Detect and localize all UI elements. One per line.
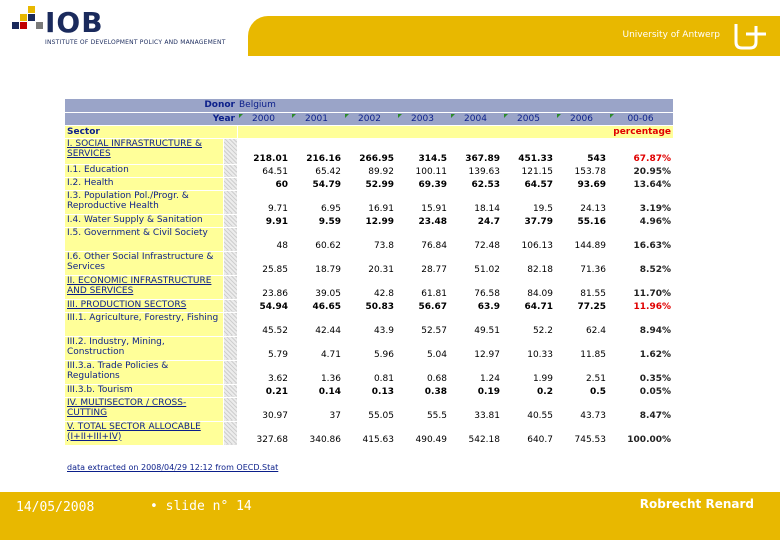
row-label: II. ECONOMIC INFRASTRUCTURE AND SERVICES <box>65 275 223 299</box>
value-cell: 64.57 <box>502 177 555 190</box>
value-cell: 60 <box>237 177 290 190</box>
value-cell: 490.49 <box>396 421 449 445</box>
table-row <box>65 312 673 336</box>
year-header: 2004 <box>449 112 502 125</box>
table-row <box>65 384 673 397</box>
row-label: I.3. Population Pol./Progr. & Reproductive Health <box>65 190 223 214</box>
value-cell: 0.14 <box>290 384 343 397</box>
value-cell: 63.9 <box>449 299 502 312</box>
value-cell: 76.84 <box>396 227 449 251</box>
percentage-cell: 67.87% <box>608 138 673 164</box>
year-header: 2003 <box>396 112 449 125</box>
value-cell: 93.69 <box>555 177 608 190</box>
value-cell: 52.57 <box>396 312 449 336</box>
value-cell: 23.86 <box>237 275 290 299</box>
value-cell: 100.11 <box>396 164 449 177</box>
value-cell: 52.2 <box>502 312 555 336</box>
value-cell: 54.94 <box>237 299 290 312</box>
logo-subtitle: INSTITUTE OF DEVELOPMENT POLICY AND MANAGEMENT <box>45 39 226 46</box>
donor-label: Donor <box>65 99 237 112</box>
row-label: III.1. Agriculture, Forestry, Fishing <box>65 312 223 336</box>
value-cell: 415.63 <box>343 421 396 445</box>
hatch-cell <box>223 336 237 360</box>
value-cell: 24.13 <box>555 190 608 214</box>
value-cell: 82.18 <box>502 251 555 275</box>
hatch-cell <box>223 275 237 299</box>
slide-date: 14/05/2008 <box>16 500 95 515</box>
value-cell: 11.85 <box>555 336 608 360</box>
value-cell: 64.71 <box>502 299 555 312</box>
year-row <box>65 112 673 125</box>
table-row <box>65 251 673 275</box>
value-cell: 84.09 <box>502 275 555 299</box>
value-cell: 543 <box>555 138 608 164</box>
value-cell: 9.71 <box>237 190 290 214</box>
value-cell: 51.02 <box>449 251 502 275</box>
row-label: I.5. Government & Civil Society <box>65 227 223 251</box>
value-cell: 62.4 <box>555 312 608 336</box>
iob-logo <box>12 6 252 48</box>
percentage-cell: 8.94% <box>608 312 673 336</box>
row-label: I.1. Education <box>65 164 223 177</box>
row-label: III. PRODUCTION SECTORS <box>65 299 223 312</box>
slide-footer <box>0 484 780 540</box>
value-cell: 327.68 <box>237 421 290 445</box>
hatch-cell <box>223 138 237 164</box>
hatch-cell <box>223 421 237 445</box>
row-label: III.3.b. Tourism <box>65 384 223 397</box>
row-label: III.3.a. Trade Policies & Regulations <box>65 360 223 384</box>
value-cell: 65.42 <box>290 164 343 177</box>
value-cell: 72.48 <box>449 227 502 251</box>
hatch-cell <box>223 299 237 312</box>
value-cell: 37 <box>290 397 343 421</box>
value-cell: 77.25 <box>555 299 608 312</box>
sector-label: Sector <box>65 125 237 138</box>
value-cell: 28.77 <box>396 251 449 275</box>
value-cell: 1.36 <box>290 360 343 384</box>
hatch-cell <box>223 251 237 275</box>
percentage-cell: 4.96% <box>608 214 673 227</box>
value-cell: 23.48 <box>396 214 449 227</box>
value-cell: 12.99 <box>343 214 396 227</box>
percentage-cell: 0.35% <box>608 360 673 384</box>
value-cell: 89.92 <box>343 164 396 177</box>
value-cell: 0.2 <box>502 384 555 397</box>
value-cell: 1.99 <box>502 360 555 384</box>
year-header: 2002 <box>343 112 396 125</box>
value-cell: 0.68 <box>396 360 449 384</box>
value-cell: 64.51 <box>237 164 290 177</box>
value-cell: 12.97 <box>449 336 502 360</box>
value-cell: 0.19 <box>449 384 502 397</box>
row-label: I.4. Water Supply & Sanitation <box>65 214 223 227</box>
percentage-cell: 0.05% <box>608 384 673 397</box>
hatch-cell <box>223 360 237 384</box>
table-row <box>65 227 673 251</box>
value-cell: 314.5 <box>396 138 449 164</box>
table-row <box>65 190 673 214</box>
value-cell: 52.99 <box>343 177 396 190</box>
value-cell: 5.79 <box>237 336 290 360</box>
year-header: 2006 <box>555 112 608 125</box>
value-cell: 216.16 <box>290 138 343 164</box>
row-label: III.2. Industry, Mining, Construction <box>65 336 223 360</box>
value-cell: 37.79 <box>502 214 555 227</box>
value-cell: 20.31 <box>343 251 396 275</box>
donor-row <box>65 99 673 112</box>
row-label: V. TOTAL SECTOR ALLOCABLE (I+II+III+IV) <box>65 421 223 445</box>
value-cell: 0.38 <box>396 384 449 397</box>
value-cell: 40.55 <box>502 397 555 421</box>
value-cell: 71.36 <box>555 251 608 275</box>
percentage-cell: 3.19% <box>608 190 673 214</box>
value-cell: 3.62 <box>237 360 290 384</box>
year-header: 2005 <box>502 112 555 125</box>
value-cell: 19.5 <box>502 190 555 214</box>
table-row <box>65 164 673 177</box>
percentage-cell: 13.64% <box>608 177 673 190</box>
value-cell: 121.15 <box>502 164 555 177</box>
table-row <box>65 275 673 299</box>
value-cell: 48 <box>237 227 290 251</box>
value-cell: 55.16 <box>555 214 608 227</box>
value-cell: 45.52 <box>237 312 290 336</box>
hatch-cell <box>223 397 237 421</box>
year-label: Year <box>65 112 237 125</box>
value-cell: 5.04 <box>396 336 449 360</box>
value-cell: 9.91 <box>237 214 290 227</box>
year-header: 00-06 <box>608 112 673 125</box>
value-cell: 1.24 <box>449 360 502 384</box>
table-row <box>65 421 673 445</box>
value-cell: 50.83 <box>343 299 396 312</box>
value-cell: 42.8 <box>343 275 396 299</box>
value-cell: 18.14 <box>449 190 502 214</box>
value-cell: 56.67 <box>396 299 449 312</box>
value-cell: 76.58 <box>449 275 502 299</box>
value-cell: 0.5 <box>555 384 608 397</box>
table-row <box>65 214 673 227</box>
value-cell: 81.55 <box>555 275 608 299</box>
table-row <box>65 360 673 384</box>
value-cell: 139.63 <box>449 164 502 177</box>
value-cell: 55.5 <box>396 397 449 421</box>
value-cell: 18.79 <box>290 251 343 275</box>
percentage-cell: 8.47% <box>608 397 673 421</box>
percentage-cell: 11.70% <box>608 275 673 299</box>
row-label: I. SOCIAL INFRASTRUCTURE & SERVICES <box>65 138 223 164</box>
table-row <box>65 177 673 190</box>
value-cell: 153.78 <box>555 164 608 177</box>
value-cell: 15.91 <box>396 190 449 214</box>
value-cell: 367.89 <box>449 138 502 164</box>
hatch-cell <box>223 312 237 336</box>
value-cell: 10.33 <box>502 336 555 360</box>
value-cell: 60.62 <box>290 227 343 251</box>
value-cell: 0.13 <box>343 384 396 397</box>
value-cell: 6.95 <box>290 190 343 214</box>
value-cell: 745.53 <box>555 421 608 445</box>
value-cell: 9.59 <box>290 214 343 227</box>
value-cell: 266.95 <box>343 138 396 164</box>
value-cell: 25.85 <box>237 251 290 275</box>
value-cell: 30.97 <box>237 397 290 421</box>
hatch-cell <box>223 164 237 177</box>
hatch-cell <box>223 190 237 214</box>
row-label: IV. MULTISECTOR / CROSS-CUTTING <box>65 397 223 421</box>
table-row <box>65 397 673 421</box>
year-header: 2000 <box>237 112 290 125</box>
value-cell: 0.21 <box>237 384 290 397</box>
table-row <box>65 336 673 360</box>
data-source-note: data extracted on 2008/04/29 12:12 from OECD.Stat <box>67 463 279 472</box>
value-cell: 106.13 <box>502 227 555 251</box>
value-cell: 218.01 <box>237 138 290 164</box>
hatch-cell <box>223 214 237 227</box>
value-cell: 640.7 <box>502 421 555 445</box>
value-cell: 16.91 <box>343 190 396 214</box>
value-cell: 451.33 <box>502 138 555 164</box>
slide-number: • slide n° 14 <box>150 499 252 514</box>
value-cell: 33.81 <box>449 397 502 421</box>
percentage-cell: 20.95% <box>608 164 673 177</box>
table-row <box>65 299 673 312</box>
percentage-cell: 16.63% <box>608 227 673 251</box>
percentage-cell: 1.62% <box>608 336 673 360</box>
value-cell: 61.81 <box>396 275 449 299</box>
university-logo-icon <box>732 20 770 52</box>
value-cell: 73.8 <box>343 227 396 251</box>
hatch-cell <box>223 227 237 251</box>
percentage-cell: 100.00% <box>608 421 673 445</box>
row-label: I.6. Other Social Infrastructure & Services <box>65 251 223 275</box>
value-cell: 69.39 <box>396 177 449 190</box>
donor-value: Belgium <box>237 99 673 112</box>
value-cell: 43.73 <box>555 397 608 421</box>
hatch-cell <box>223 384 237 397</box>
slide-author: Robrecht Renard <box>639 497 754 511</box>
value-cell: 144.89 <box>555 227 608 251</box>
value-cell: 24.7 <box>449 214 502 227</box>
value-cell: 340.86 <box>290 421 343 445</box>
percentage-label: percentage <box>608 125 673 138</box>
value-cell: 55.05 <box>343 397 396 421</box>
sector-header-row <box>65 125 673 138</box>
percentage-cell: 11.96% <box>608 299 673 312</box>
percentage-cell: 8.52% <box>608 251 673 275</box>
value-cell: 542.18 <box>449 421 502 445</box>
row-label: I.2. Health <box>65 177 223 190</box>
value-cell: 4.71 <box>290 336 343 360</box>
value-cell: 62.53 <box>449 177 502 190</box>
value-cell: 54.79 <box>290 177 343 190</box>
table-row <box>65 138 673 164</box>
value-cell: 5.96 <box>343 336 396 360</box>
university-name: University of Antwerp <box>622 30 720 40</box>
value-cell: 0.81 <box>343 360 396 384</box>
value-cell: 2.51 <box>555 360 608 384</box>
slide-header <box>0 0 780 56</box>
value-cell: 46.65 <box>290 299 343 312</box>
value-cell: 43.9 <box>343 312 396 336</box>
value-cell: 39.05 <box>290 275 343 299</box>
year-header: 2001 <box>290 112 343 125</box>
oda-table <box>65 99 673 446</box>
value-cell: 49.51 <box>449 312 502 336</box>
hatch-cell <box>223 177 237 190</box>
logo-text: IOB <box>45 6 104 39</box>
value-cell: 42.44 <box>290 312 343 336</box>
